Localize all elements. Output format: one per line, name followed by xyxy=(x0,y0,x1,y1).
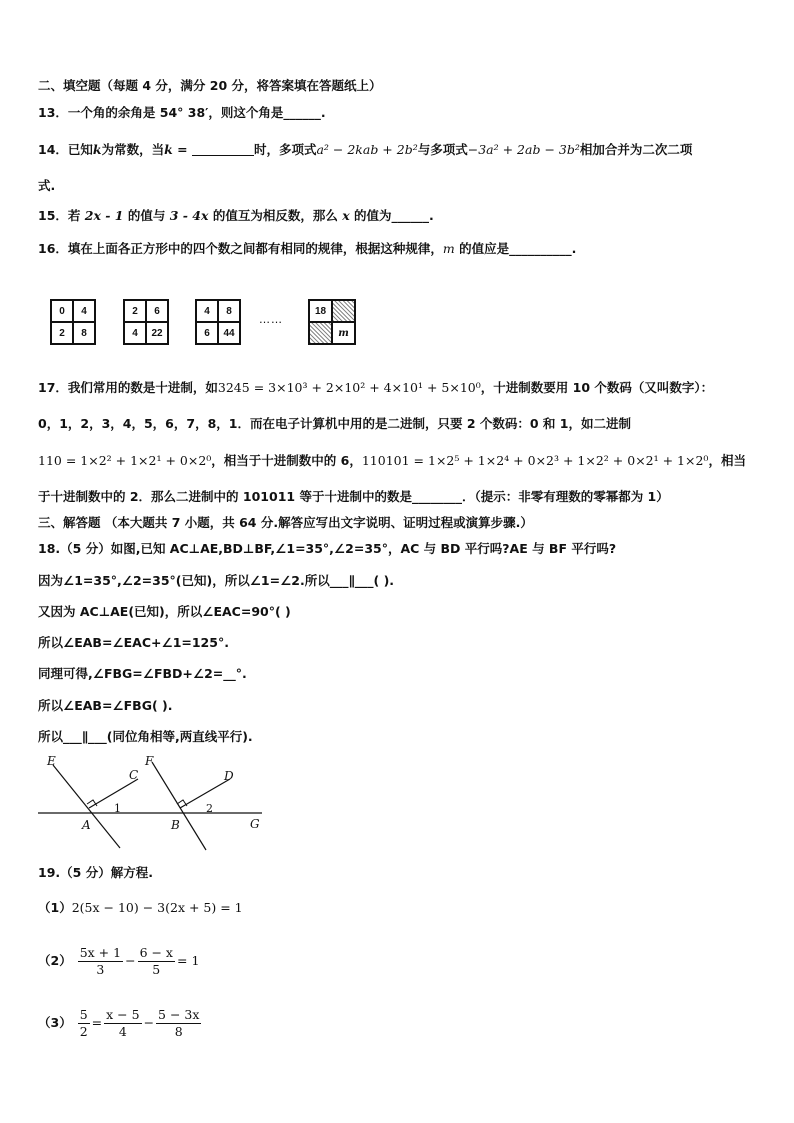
q19-frac-2a xyxy=(78,945,123,978)
q14-part6: 相加合并为二次二项 xyxy=(579,142,693,157)
square-3-tr: 8 xyxy=(218,300,240,322)
q17-part1: 17．我们常用的数是十进制，如 xyxy=(38,380,218,395)
section-3-title: 三、解答题 （本大题共 7 小题，共 64 分.解答应写出文字说明、证明过程或演算步骤.） xyxy=(38,515,533,530)
q14-eq: = xyxy=(172,142,192,157)
q14-blank[interactable] xyxy=(192,143,254,156)
number-square-2 xyxy=(123,299,169,345)
square-1-br: 8 xyxy=(73,322,95,344)
question-15 xyxy=(38,207,434,225)
q14-poly1: a² − 2kab + 2b² xyxy=(316,142,418,157)
label-angle-1: 1 xyxy=(114,802,121,815)
label-G: G xyxy=(250,817,260,831)
q16-m: m xyxy=(442,241,455,256)
question-16 xyxy=(38,240,576,258)
number-square-4 xyxy=(308,299,356,345)
frac-3a-den: 2 xyxy=(79,1024,88,1039)
square-3-tl: 4 xyxy=(196,300,218,322)
frac-2b-den: 5 xyxy=(152,962,161,977)
square-1-bl: 2 xyxy=(51,322,73,344)
q19-minus-2: − xyxy=(125,953,136,968)
question-14 xyxy=(38,141,692,159)
question-17-line3 xyxy=(38,452,746,470)
q18-step2: 又因为 AC⊥AE(已知)，所以∠EAC=90°( ) xyxy=(38,604,291,619)
q15-x: x xyxy=(342,208,350,223)
question-18: 18.（5 分）如图,已知 AC⊥AE,BD⊥BF,∠1=35°,∠2=35°，AC 与 BD 平行吗?AE 与 BF 平行吗? xyxy=(38,541,617,556)
q17-expr1: 3245 = 3×10³ + 2×10² + 4×10¹ + 5×10⁰ xyxy=(217,380,481,395)
square-2-tl: 2 xyxy=(124,300,146,322)
square-2-tr: 6 xyxy=(146,300,168,322)
question-17-line4: 于十进制数中的 2．那么二进制中的 101011 等于十进制中的数是________．（提示：非零有理数的零幂都为 1） xyxy=(38,489,669,504)
label-C: C xyxy=(129,768,139,782)
geometry-figure xyxy=(30,752,280,857)
square-3-br: 44 xyxy=(218,322,240,344)
q19-label-2: （2） xyxy=(38,953,72,968)
q17-expr3: 110101 = 1×2⁵ + 1×2⁴ + 0×2³ + 1×2² + 0×2¹ + 1×2⁰ xyxy=(361,453,709,468)
question-19: 19.（5 分）解方程. xyxy=(38,865,153,880)
q16-part2: 的值应是__________. xyxy=(454,241,577,256)
square-2-br: 22 xyxy=(146,322,168,344)
frac-3b-den: 4 xyxy=(118,1024,127,1039)
q18-step5: 所以∠EAB=∠FBG( ). xyxy=(38,698,173,713)
q14-poly2: −3a² + 2ab − 3b² xyxy=(467,142,580,157)
q15-part2: 的值与 xyxy=(123,208,170,223)
number-square-3 xyxy=(195,299,241,345)
q14-part5: 与多项式 xyxy=(417,142,468,157)
q14-part2: 为常数，当 xyxy=(101,142,165,157)
question-17-line2: 0，1，2，3，4，5，6，7，8，1．而在电子计算机中用的是二进制，只要 2 个数码：0 和 1，如二进制 xyxy=(38,416,631,431)
square-1-tl: 0 xyxy=(51,300,73,322)
square-3-bl: 6 xyxy=(196,322,218,344)
q19-label-1: （1） xyxy=(38,900,72,915)
q19-minus-3: − xyxy=(143,1015,155,1030)
question-14-cont: 式. xyxy=(38,178,56,193)
line-EA xyxy=(53,765,120,848)
q14-k: k xyxy=(92,142,102,157)
q19-frac-3c xyxy=(156,1007,201,1040)
q15-part1: 15．若 xyxy=(38,208,85,223)
frac-3c-num: 5 − 3x xyxy=(158,1007,200,1022)
frac-2b-num: 6 − x xyxy=(139,945,173,960)
frac-2a-num: 5x + 1 xyxy=(79,945,122,960)
q18-step3: 所以∠EAB=∠EAC+∠1=125°. xyxy=(38,635,229,650)
section-2-title: 二、填空题（每题 4 分，满分 20 分，将答案填在答题纸上） xyxy=(38,78,382,93)
q19-frac-3a xyxy=(78,1007,90,1040)
label-A: A xyxy=(82,818,91,832)
q16-part1: 16．填在上面各正方形中的四个数之间都有相同的规律，根据这种规律， xyxy=(38,241,443,256)
q14-part1: 14．已知 xyxy=(38,142,93,157)
q17-part3: ，相当于十进制数中的 6， xyxy=(211,453,362,468)
q15-part3: 的值互为相反数，那么 xyxy=(208,208,343,223)
right-angle-A xyxy=(87,800,97,806)
square-2-bl: 4 xyxy=(124,322,146,344)
square-4-tl: 18 xyxy=(309,300,332,322)
q14-part4: 时，多项式 xyxy=(253,142,317,157)
frac-3b-num: x − 5 xyxy=(106,1007,140,1022)
q19-frac-3b xyxy=(104,1007,141,1040)
frac-3c-den: 8 xyxy=(174,1024,183,1039)
q17-expr2: 110 = 1×2² + 1×2¹ + 0×2⁰ xyxy=(38,453,212,468)
q18-step6: 所以___∥___(同位角相等,两直线平行). xyxy=(38,729,253,744)
q19-eq-3: = xyxy=(91,1015,103,1030)
label-B: B xyxy=(171,818,180,832)
label-angle-2: 2 xyxy=(206,802,213,815)
square-4-br: m xyxy=(332,322,355,344)
q19-equation-1 xyxy=(38,899,243,917)
q19-label-3: （3） xyxy=(38,1015,72,1030)
q17-part2: ，十进制数要用 10 个数码（又叫数字）： xyxy=(480,380,714,395)
q17-part4: ，相当 xyxy=(708,453,746,468)
q19-rhs-2: = 1 xyxy=(177,953,200,968)
question-17 xyxy=(38,379,713,397)
q19-frac-2b xyxy=(138,945,175,978)
frac-3a-num: 5 xyxy=(79,1007,88,1022)
label-D: D xyxy=(224,769,234,783)
q15-expr2: 3 - 4x xyxy=(169,208,209,223)
continuation-dots: …… xyxy=(259,313,283,326)
square-4-tr-hatched xyxy=(332,300,355,322)
q14-k2: k xyxy=(164,142,173,157)
q19-equation-2 xyxy=(38,944,199,978)
q18-step1: 因为∠1=35°,∠2=35°(已知)，所以∠1=∠2.所以___∥___( ). xyxy=(38,573,395,588)
q19-equation-3 xyxy=(38,1006,203,1040)
line-BD xyxy=(180,779,230,808)
label-F: F xyxy=(145,754,154,768)
q18-step4: 同理可得,∠FBG=∠FBD+∠2=__°. xyxy=(38,666,247,681)
square-1-tr: 4 xyxy=(73,300,95,322)
frac-2a-den: 3 xyxy=(96,962,105,977)
q19-expr-1: 2(5x − 10) − 3(2x + 5) = 1 xyxy=(71,900,243,915)
label-E: E xyxy=(47,754,56,768)
q15-part4: 的值为______. xyxy=(349,208,434,223)
line-FB xyxy=(152,762,206,850)
number-square-1 xyxy=(50,299,96,345)
question-13: 13．一个角的余角是 54° 38′，则这个角是______. xyxy=(38,105,326,120)
q15-expr1: 2x - 1 xyxy=(84,208,124,223)
square-4-bl-hatched xyxy=(309,322,332,344)
